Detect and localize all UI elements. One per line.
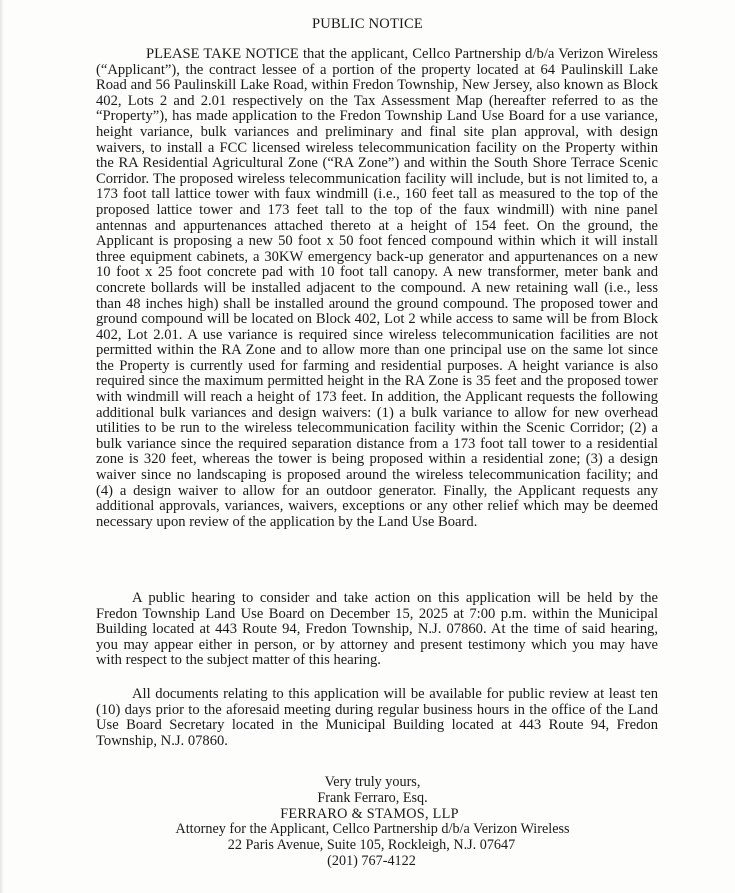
- notice-paragraph-hearing: A public hearing to consider and take action on this application will be held by the Fredon Township Land Use Board on December 15, 2025 at 7:00 p.m. within the Municipal Building located at 443 Route 94, Fredon Township, N.J. 07860. At the time of said hearing, you may appear either in person, or by attorney and present testimony which you may have with respect to the subject matter of this hearing.: [96, 590, 658, 669]
- scan-edge-shadow: [0, 0, 4, 893]
- signature-closing: Very truly yours,: [324, 774, 421, 790]
- notice-title: PUBLIC NOTICE: [312, 16, 423, 32]
- notice-paragraph-application: PLEASE TAKE NOTICE that the applicant, Cellco Partnership d/b/a Verizon Wireless (“Applicant”), the contract lessee of a portion of the property located at 64 Paulinskill Lake Road and 56 Paulinskill Lake Road, within Fredon Township, New Jersey, also known as Block 402, Lots 2 and 2.01 respectively on the Tax Assessment Map (hereafter referred to as the “Property”), has made application to the Fredon Township Land Use Board for a use variance, height variance, bulk variances and preliminary and final site plan approval, with design waivers, to install a FCC licensed wireless telecommunication facility on the Property within the RA Residential Agricultural Zone (“RA Zone”) and within the South Shore Terrace Scenic Corridor. The proposed wireless telecommunication facility will include, but is not limited to, a 173 foot tall lattice tower with faux windmill (i.e., 160 feet tall as measured to the top of the proposed lattice tower and 173 feet tall to the top of the faux windmill) with nine panel antennas and appurtenances attached thereto at a height of 154 feet. On the ground, the Applicant is proposing a new 50 foot x 50 foot fenced compound within which it will install three equipment cabinets, a 30KW emergency back-up generator and appurtenances on a new 10 foot x 25 foot concrete pad with 10 foot tall canopy. A new transformer, meter bank and concrete bollards will be installed adjacent to the compound. A new retaining wall (i.e., less than 48 inches high) shall be installed around the ground compound. The proposed tower and ground compound will be located on Block 402, Lot 2 while access to same will be from Block 402, Lot 2.01. A use variance is required since wireless telecommunication facilities are not permitted within the RA Zone and to allow more than one principal use on the same lot since the Property is currently used for farming and residential purposes. A height variance is also required since the maximum permitted height in the RA Zone is 35 feet and the proposed tower with windmill will reach a height of 173 feet. In addition, the Applicant requests the following additional bulk variances and design waivers: (1) a bulk variance to allow for new overhead utilities to be run to the wireless telecommunication facility within the Scenic Corridor; (2) a bulk variance since the required separation distance from a 173 foot tall tower to a residential zone is 320 feet, whereas the tower is being proposed within a residential zone; (3) a design waiver since no landscaping is proposed around the wireless telecommunication facility; and (4) a design waiver to allow for an outdoor generator. Finally, the Applicant requests any additional approvals, variances, waivers, exceptions or any other relief which may be deemed necessary upon review of the application by the Land Use Board.: [96, 46, 658, 530]
- notice-paragraph-documents: All documents relating to this application will be available for public review at least ten (10) days prior to the aforesaid meeting during regular business hours in the office of the Land Use Board Secretary located in the Municipal Building located at 443 Route 94, Fredon Township, N.J. 07860.: [96, 686, 658, 749]
- signature-attorney-line: Attorney for the Applicant, Cellco Partnership d/b/a Verizon Wireless: [175, 821, 570, 838]
- signature-address: 22 Paris Avenue, Suite 105, Rockleigh, N.J. 07647: [227, 837, 516, 854]
- signature-block: [0, 775, 735, 870]
- signature-phone: (201) 767-4122: [327, 852, 416, 869]
- signature-firm: FERRARO & STAMOS, LLP: [280, 805, 459, 822]
- signature-name: Frank Ferraro, Esq.: [317, 789, 428, 806]
